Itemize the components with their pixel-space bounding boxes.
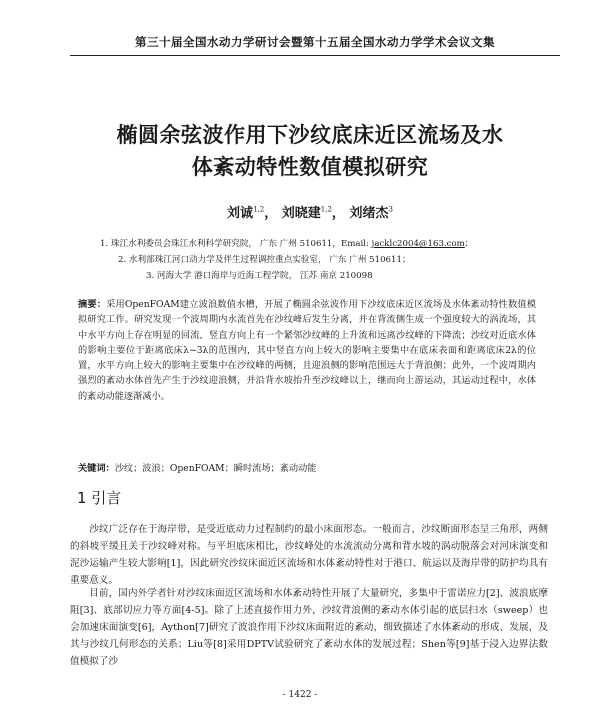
body-paragraph: 目前，国内外学者针对沙纹床面近区流场和水体紊动特性开展了大量研究，多集中于雷诺应力[2]、波浪底摩阻[3]、底部切应力等方面[4-5]。除了上述直接作用力外，沙纹背浪侧的紊动水体引起的底层扫水（sweep）也会加速床面演变[6]，Aython[7]研究了波浪作用下沙纹床面附近的紊动，细致描述了水体紊动的形成、发展，及其与沙纹几何形态的关系；Liu等[8]采用DPTV试验研究了紊动水体的发展过程；Shen等[9]基于浸入边界法数值模拟了沙 — [70, 588, 548, 667]
author-list — [80, 202, 540, 221]
keywords-text: 沙纹；波浪；OpenFOAM；瞬时流场；紊动动能 — [114, 463, 317, 474]
header-divider — [70, 55, 560, 56]
body-paragraph: 沙纹广泛存在于海岸带，是受近底动力过程制约的最小床面形态。一般而言，沙纹断面形态呈三角形，两侧的斜坡平缓且关于沙纹峰对称。与平坦底床相比，沙纹峰处的水流流动分离和背水坡的涡动脱落会对河床演变和泥沙运输产生较大影响[1]，因此研究沙纹床面近区流场和水体紊动特性对于港口、航运以及海岸带的防护均具有重要意义。 — [70, 524, 548, 586]
author-name: 刘绪杰 — [349, 206, 389, 221]
author-affiliation-mark: 3 — [388, 205, 393, 214]
affiliation-3: 3. 河海大学 港口海岸与近海工程学院， 江苏 南京 210098 — [146, 271, 373, 281]
keywords-label: 关键词： — [78, 463, 115, 474]
affiliation-tail: ； — [464, 239, 474, 249]
paper-title-line-2: 体紊动特性数值模拟研究 — [191, 155, 429, 179]
section-heading-introduction: 1 引言 — [77, 489, 122, 507]
author-separator: ， — [331, 206, 345, 221]
page-number: - 1422 - — [282, 690, 318, 700]
author-name: 刘晓建 — [281, 206, 321, 221]
author-name: 刘诚 — [227, 206, 254, 221]
running-header: 第三十届全国水动力学研讨会暨第十五届全国水动力学学术会议文集 — [135, 35, 495, 49]
abstract-label: 摘要： — [78, 299, 107, 310]
email-link[interactable]: jacklc2004@163.com — [371, 239, 465, 249]
affiliation-text: 1. 珠江水利委员会珠江水利科学研究院， 广东 广州 510611，Email: — [100, 239, 372, 249]
affiliation-1 — [100, 237, 473, 249]
author-affiliation-mark: 1,2 — [253, 205, 265, 214]
abstract — [78, 297, 536, 404]
author-affiliation-mark: 1,2 — [320, 205, 332, 214]
paper-title-line-1: 椭圆余弦波作用下沙纹底床近区流场及水 — [116, 123, 504, 147]
keywords — [78, 460, 536, 474]
author-separator: ， — [264, 206, 278, 221]
affiliation-2: 2. 水利部珠江河口动力学及伴生过程调控重点实验室， 广东 广州 510611； — [118, 255, 411, 265]
abstract-text: 采用OpenFOAM建立波浪数值水槽，开展了椭圆余弦波作用下沙纹底床近区流场及水体紊动特性数值模拟研究工作。研究发现一个波周期内水流首先在沙纹峰后发生分离，并在背流侧生成一个强度较大的涡流场，其中水平方向上存在明显的回流，竖直方向上有一个紧邻沙纹峰的上升流和远离沙纹峰的下降流；沙纹对近底水体的影响主要位于距离底床λ~3λ的范围内，其中竖直方向上较大的影响主要集中在底床表面和距离底床2λ的位置，水平方向上较大的影响主要集中在沙纹峰的两侧，且迎浪侧的影响范围远大于背浪侧；此外，一个波周期内强烈的紊动水体首先产生于沙纹迎浪侧，并沿背水坡抬升至沙纹峰以上，继而向上游运动，其运动过程中，水体的紊动动能逐渐减小。 — [78, 299, 537, 402]
